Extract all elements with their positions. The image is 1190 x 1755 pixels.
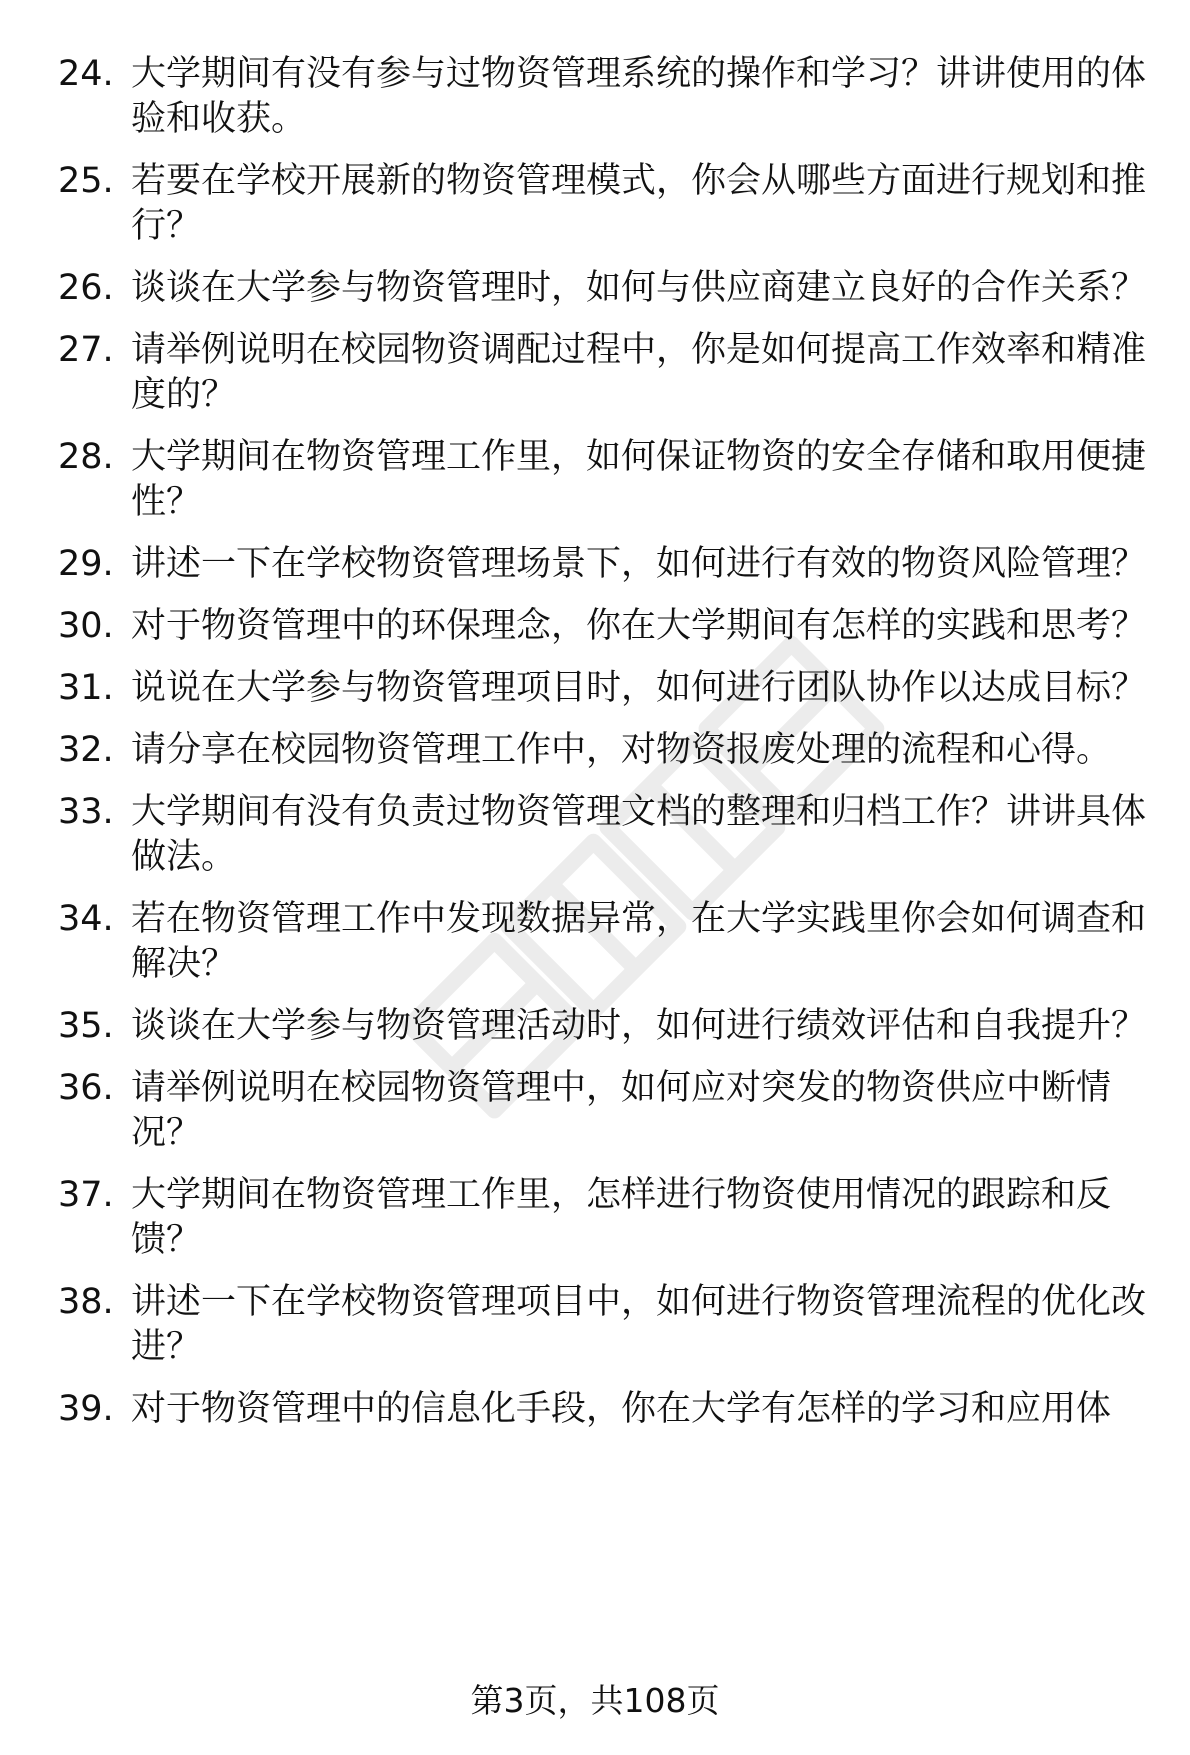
question-text: 大学期间有没有参与过物资管理系统的操作和学习？讲讲使用的体验和收获。 <box>131 54 1147 139</box>
question-text: 请分享在校园物资管理工作中，对物资报废处理的流程和心得。 <box>131 730 1112 770</box>
page-number-footer: 第3页，共108页 <box>470 1681 720 1720</box>
question-item <box>0 52 1190 142</box>
question-number: 29. <box>58 544 114 584</box>
question-text: 若要在学校开展新的物资管理模式，你会从哪些方面进行规划和推行？ <box>131 161 1147 246</box>
question-number: 26. <box>58 268 114 308</box>
question-item <box>0 1004 1190 1049</box>
question-text: 大学期间在物资管理工作里，如何保证物资的安全存储和取用便捷性？ <box>131 437 1147 522</box>
question-item <box>0 1066 1190 1156</box>
question-list <box>0 52 1190 1449</box>
question-number: 33. <box>58 792 114 832</box>
question-number: 39. <box>58 1389 114 1429</box>
question-item <box>0 1387 1190 1432</box>
question-item <box>0 666 1190 711</box>
question-item <box>0 266 1190 311</box>
question-item <box>0 328 1190 418</box>
question-item <box>0 728 1190 773</box>
question-item <box>0 897 1190 987</box>
question-text: 若在物资管理工作中发现数据异常，在大学实践里你会如何调查和解决？ <box>131 899 1147 984</box>
question-text: 请举例说明在校园物资调配过程中，你是如何提高工作效率和精准度的？ <box>131 330 1147 415</box>
question-text: 谈谈在大学参与物资管理活动时，如何进行绩效评估和自我提升？ <box>131 1006 1147 1046</box>
question-item <box>0 1173 1190 1263</box>
question-text: 讲述一下在学校物资管理场景下，如何进行有效的物资风险管理？ <box>131 544 1147 584</box>
question-number: 27. <box>58 330 114 370</box>
question-item <box>0 435 1190 525</box>
question-number: 35. <box>58 1006 114 1046</box>
question-item <box>0 1280 1190 1370</box>
question-item <box>0 604 1190 649</box>
question-number: 31. <box>58 668 114 708</box>
question-number: 34. <box>58 899 114 939</box>
question-number: 36. <box>58 1068 114 1108</box>
question-item <box>0 542 1190 587</box>
question-text: 对于物资管理中的信息化手段，你在大学有怎样的学习和应用体 <box>131 1389 1112 1429</box>
question-text: 对于物资管理中的环保理念，你在大学期间有怎样的实践和思考？ <box>131 606 1147 646</box>
question-number: 37. <box>58 1175 114 1215</box>
question-number: 30. <box>58 606 114 646</box>
question-number: 32. <box>58 730 114 770</box>
question-text: 讲述一下在学校物资管理项目中，如何进行物资管理流程的优化改进？ <box>131 1282 1147 1367</box>
question-number: 24. <box>58 54 114 94</box>
question-text: 大学期间有没有负责过物资管理文档的整理和归档工作？讲讲具体做法。 <box>131 792 1147 877</box>
question-number: 25. <box>58 161 114 201</box>
question-item <box>0 790 1190 880</box>
question-text: 谈谈在大学参与物资管理时，如何与供应商建立良好的合作关系？ <box>131 268 1147 308</box>
question-text: 请举例说明在校园物资管理中，如何应对突发的物资供应中断情况？ <box>131 1068 1112 1153</box>
question-number: 38. <box>58 1282 114 1322</box>
question-item <box>0 159 1190 249</box>
question-text: 说说在大学参与物资管理项目时，如何进行团队协作以达成目标？ <box>131 668 1147 708</box>
question-number: 28. <box>58 437 114 477</box>
question-text: 大学期间在物资管理工作里，怎样进行物资使用情况的跟踪和反馈？ <box>131 1175 1112 1260</box>
